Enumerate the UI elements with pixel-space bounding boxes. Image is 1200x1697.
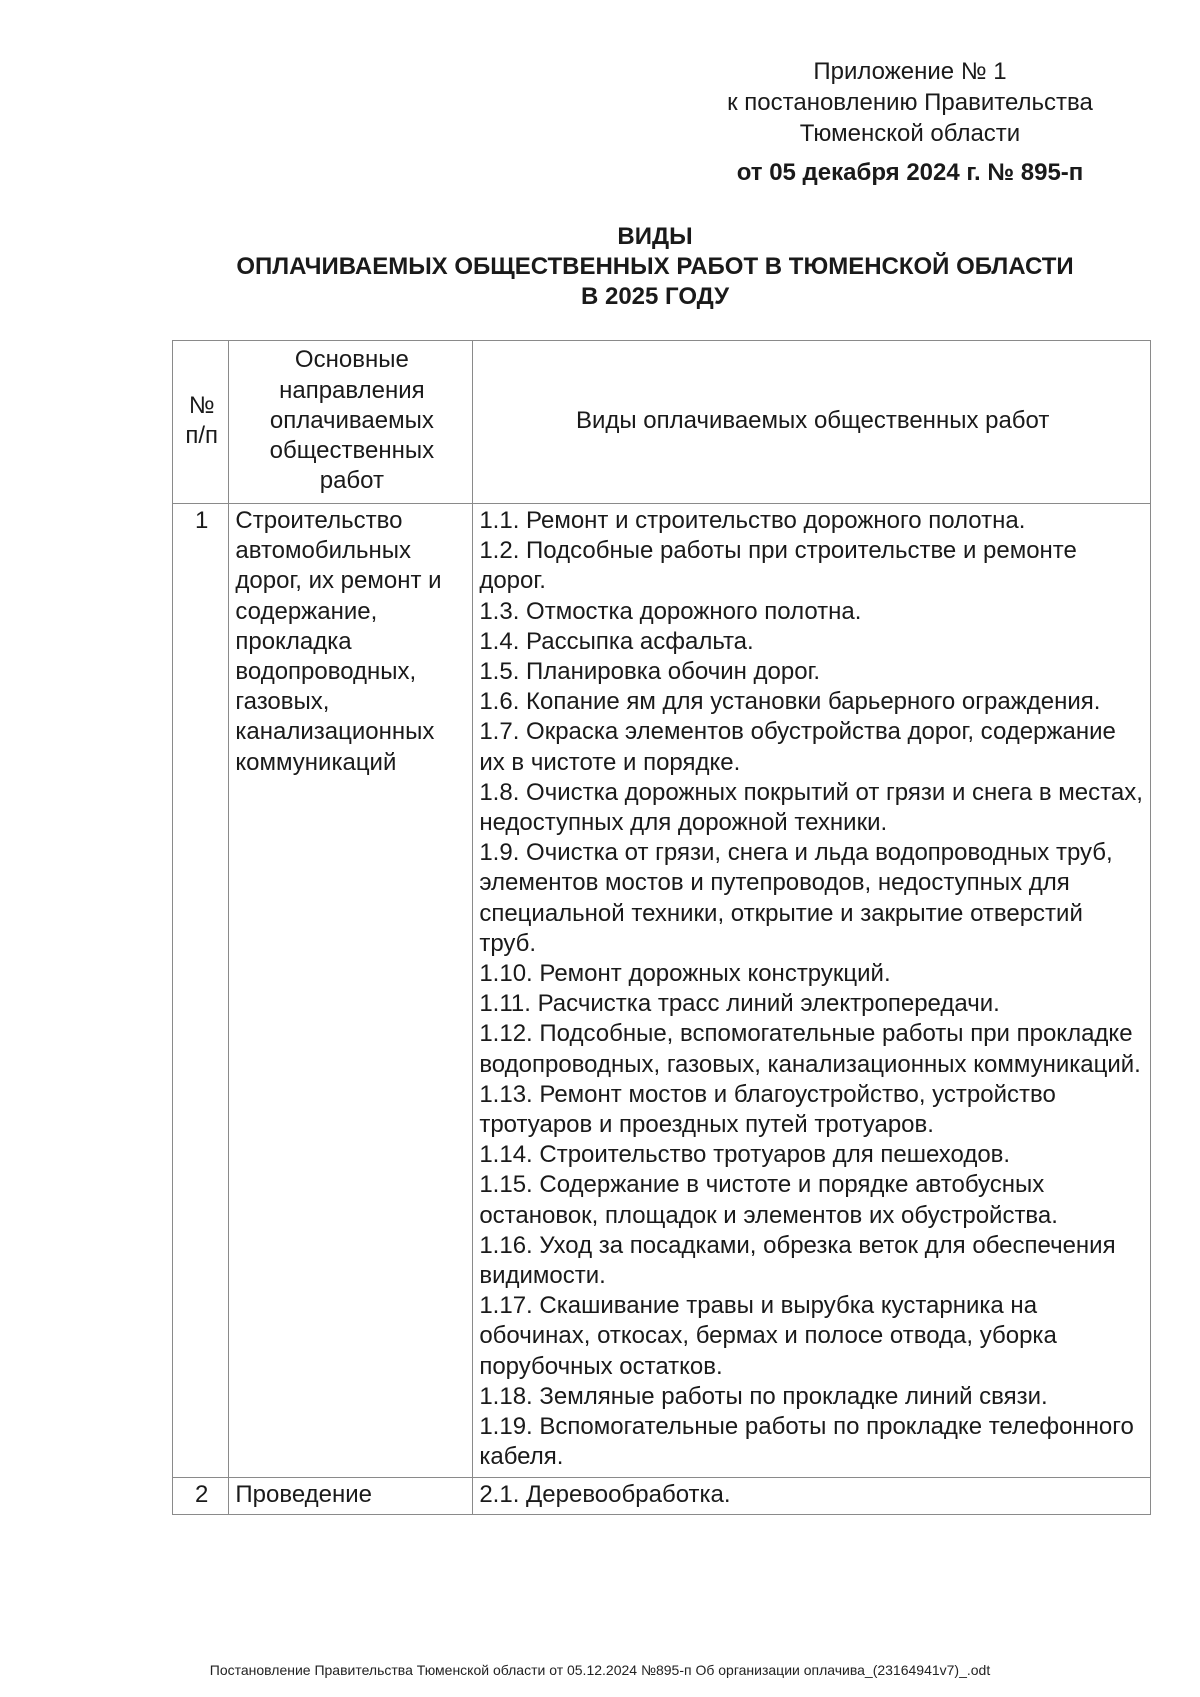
page-footer: Постановление Правительства Тюменской области от 05.12.2024 №895-п Об организации оплачива_(23164941v7)_.odt [209,1662,991,1678]
list-item: 2.1. Деревообработка. [479,1480,731,1508]
list-item: 1.7. Окраска элементов обустройства дорог, содержание их в чистоте и порядке. [479,718,1116,776]
title-line-2: ОПЛАЧИВАЕМЫХ ОБЩЕСТВЕННЫХ РАБОТ В ТЮМЕНСКОЙ ОБЛАСТИ [236,253,1074,280]
appendix-line-2: к постановлению Правительства [727,89,1093,116]
list-item: 1.17. Скашивание травы и вырубка кустарника на обочинах, откосах, бермах и полосе отвода, уборка порубочных остатков. [479,1292,1057,1380]
list-item: 1.14. Строительство тротуаров для пешеходов. [479,1141,1011,1169]
header-kinds: Виды оплачиваемых общественных работ [473,341,1151,504]
title-line-1: ВИДЫ [617,223,693,250]
row-items [473,504,1151,1478]
row-number: 2 [173,1477,229,1514]
row-items [473,1477,1151,1514]
works-table [172,340,1151,1515]
appendix-number: Приложение № 1 [813,58,1007,85]
list-item: 1.9. Очистка от грязи, снега и льда водопроводных труб, элементов мостов и путепроводов, недоступных для специальной техники, открытие и закрытие отверстий труб. [479,839,1113,957]
list-item: 1.2. Подсобные работы при строительстве и ремонте дорог. [479,537,1077,595]
row-direction: Проведение [229,1477,473,1514]
list-item: 1.18. Земляные работы по прокладке линий связи. [479,1382,1048,1410]
list-item: 1.10. Ремонт дорожных конструкций. [479,960,891,988]
list-item: 1.16. Уход за посадками, обрезка веток для обеспечения видимости. [479,1231,1116,1290]
list-item: 1.3. Отмостка дорожного полотна. [479,597,862,625]
row-direction: Строительство автомобильных дорог, их ремонт и содержание, прокладка водопроводных, газовых, канализационных коммуникаций [229,504,473,1478]
list-item: 1.1. Ремонт и строительство дорожного полотна. [479,507,1026,534]
list-item: 1.11. Расчистка трасс линий электропередачи. [479,990,1000,1018]
row-number: 1 [173,504,229,1478]
list-item: 1.4. Рассыпка асфальта. [479,627,754,655]
list-item: 1.15. Содержание в чистоте и порядке автобусных остановок, площадок и элементов их обустройства. [479,1171,1058,1229]
appendix-line-3: Тюменской области [799,120,1021,147]
header-number: № п/п [173,341,229,504]
decree-reference: от 05 декабря 2024 г. № 895-п [736,159,1084,186]
appendix-header [690,56,1130,188]
list-item: 1.8. Очистка дорожных покрытий от грязи и снега в местах, недоступных для дорожной техники. [479,778,1143,837]
list-item: 1.19. Вспомогательные работы по прокладке телефонного кабеля. [479,1413,1134,1471]
title-line-3: В 2025 ГОДУ [580,283,730,310]
table-row [173,1477,1151,1514]
list-item: 1.12. Подсобные, вспомогательные работы при прокладке водопроводных, газовых, канализационных коммуникаций. [479,1020,1141,1078]
table-header-row [173,341,1151,504]
list-item: 1.5. Планировка обочин дорог. [479,658,821,686]
table-row [173,504,1151,1478]
document-title [160,222,1150,312]
list-item: 1.13. Ремонт мостов и благоустройство, устройство тротуаров и проездных путей тротуаров. [479,1080,1056,1139]
header-direction: Основные направления оплачиваемых общественных работ [229,341,473,504]
list-item: 1.6. Копание ям для установки барьерного ограждения. [479,688,1101,716]
